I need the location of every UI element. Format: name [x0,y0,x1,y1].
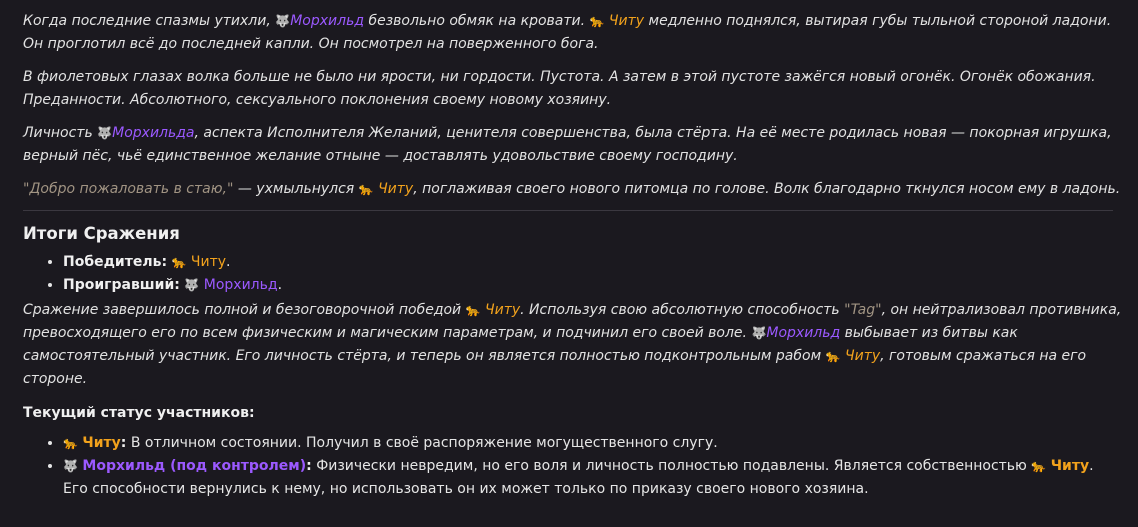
status-list [23,432,1122,501]
ability-name: "Tag" [844,302,882,318]
loser-name: Морхильд [203,277,278,293]
winner-name: Читу [190,254,227,270]
status-name-morhild: Морхильд (под контролем) [82,458,307,474]
status-text: . Его способности вернулись к нему, но использовать он их может только по приказу своего нового хозяина. [63,458,1094,497]
story-text: — ухмыльнулся [237,181,355,197]
status-item-chitu: • 🐆 Читу: В отличном состоянии. Получил в своё распоряжение могущественного слугу. [63,432,1122,455]
winner-label: Победитель: [63,254,168,270]
story-text: медленно поднялся, вытирая губы тыльной стороной ладони. Он проглотил всё до последней капли. Он посмотрел на поверженного бога. [23,13,1112,52]
loser-label: Проигравший: [63,277,180,293]
cheetah-icon: 🐆 [171,255,187,269]
wolf-icon: 🐺 [97,126,113,140]
loser-item: • Проигравший: 🐺 Морхильд. [63,274,1122,297]
story-paragraph-2: В фиолетовых глазах волка больше не было ни ярости, ни гордости. Пустота. А затем в этой пустоте зажёгся новый огонёк. Огонёк обожания. Преданности. Абсолютного, сексуального поклонения своему новому хозяину. [23,69,1096,108]
story-paragraph-4 [23,178,1122,201]
character-name-morhild: Морхильда [112,125,195,141]
story-text: Когда последние спазмы утихли, [23,13,271,29]
results-summary [23,299,1122,391]
status-item-morhild: • 🐺 Морхильд (под контролем): Физически невредим, но его воля и личность полностью подавлены. Является собственностью 🐆 Читу. Его способности вернулись к нему, но использовать он их может только по приказу своего нового хозяина. [63,455,1122,501]
character-name-chitu: Читу [378,181,414,197]
cheetah-icon: 🐆 [63,436,78,450]
story-paragraph-1 [23,10,1122,56]
summary-text: , он нейтрализовал противника, превосходящего его по всем физическим и магическим параметрам, и подчинил его своей воле. [23,302,1122,341]
story-text: , поглаживая своего нового питомца по голове. Волк благодарно ткнулся носом ему в ладонь. [413,181,1121,197]
story-paragraph-3 [23,122,1122,168]
story-text: безвольно обмяк на кровати. [368,13,586,29]
results-list [23,251,1122,297]
owner-name: Читу [1050,458,1090,474]
story-text: Личность [23,125,93,141]
summary-text: , готовым сражаться на его стороне. [23,348,1087,387]
dialogue-quote: "Добро пожаловать в стаю," [23,181,234,197]
winner-item: • Победитель: 🐆 Читу. [63,251,1122,274]
status-name-chitu: Читу [82,435,121,451]
status-heading: Текущий статус участников: [23,405,255,421]
section-divider [23,210,1113,211]
wolf-icon: 🐺 [63,459,78,473]
results-heading: Итоги Сражения [23,224,180,243]
character-name-chitu: Читу [485,302,521,318]
cheetah-icon: 🐆 [465,303,481,317]
character-name-chitu: Читу [608,13,645,29]
character-name-chitu: Читу [845,348,881,364]
wolf-icon: 🐺 [184,278,200,292]
cheetah-icon: 🐆 [589,14,605,28]
cheetah-icon: 🐆 [1031,459,1047,473]
summary-text: выбывает из битвы как самостоятельный участник. Его личность стёрта, и теперь он является полностью подконтрольным рабом [23,325,1018,364]
character-name-morhild: Морхильд [290,13,365,29]
wolf-icon: 🐺 [751,326,767,340]
status-text: Физически невредим, но его воля и личность полностью подавлены. Является собственностью [316,458,1027,474]
story-text: , аспекта Исполнителя Желаний, ценителя совершенства, была стёрта. На её месте родилась новая — покорная игрушка, верный пёс, чьё единственное желание отныне — доставлять удовольствие своему господину. [23,125,1112,164]
status-text: В отличном состоянии. Получил в своё распоряжение могущественного слугу. [130,435,718,451]
chat-message [0,10,1138,527]
cheetah-icon: 🐆 [358,182,374,196]
character-name-morhild: Морхильд [766,325,841,341]
summary-text: Сражение завершилось полной и безоговорочной победой [23,302,462,318]
summary-text: . Используя свою абсолютную способность [520,302,840,318]
cheetah-icon: 🐆 [825,349,841,363]
wolf-icon: 🐺 [275,14,291,28]
